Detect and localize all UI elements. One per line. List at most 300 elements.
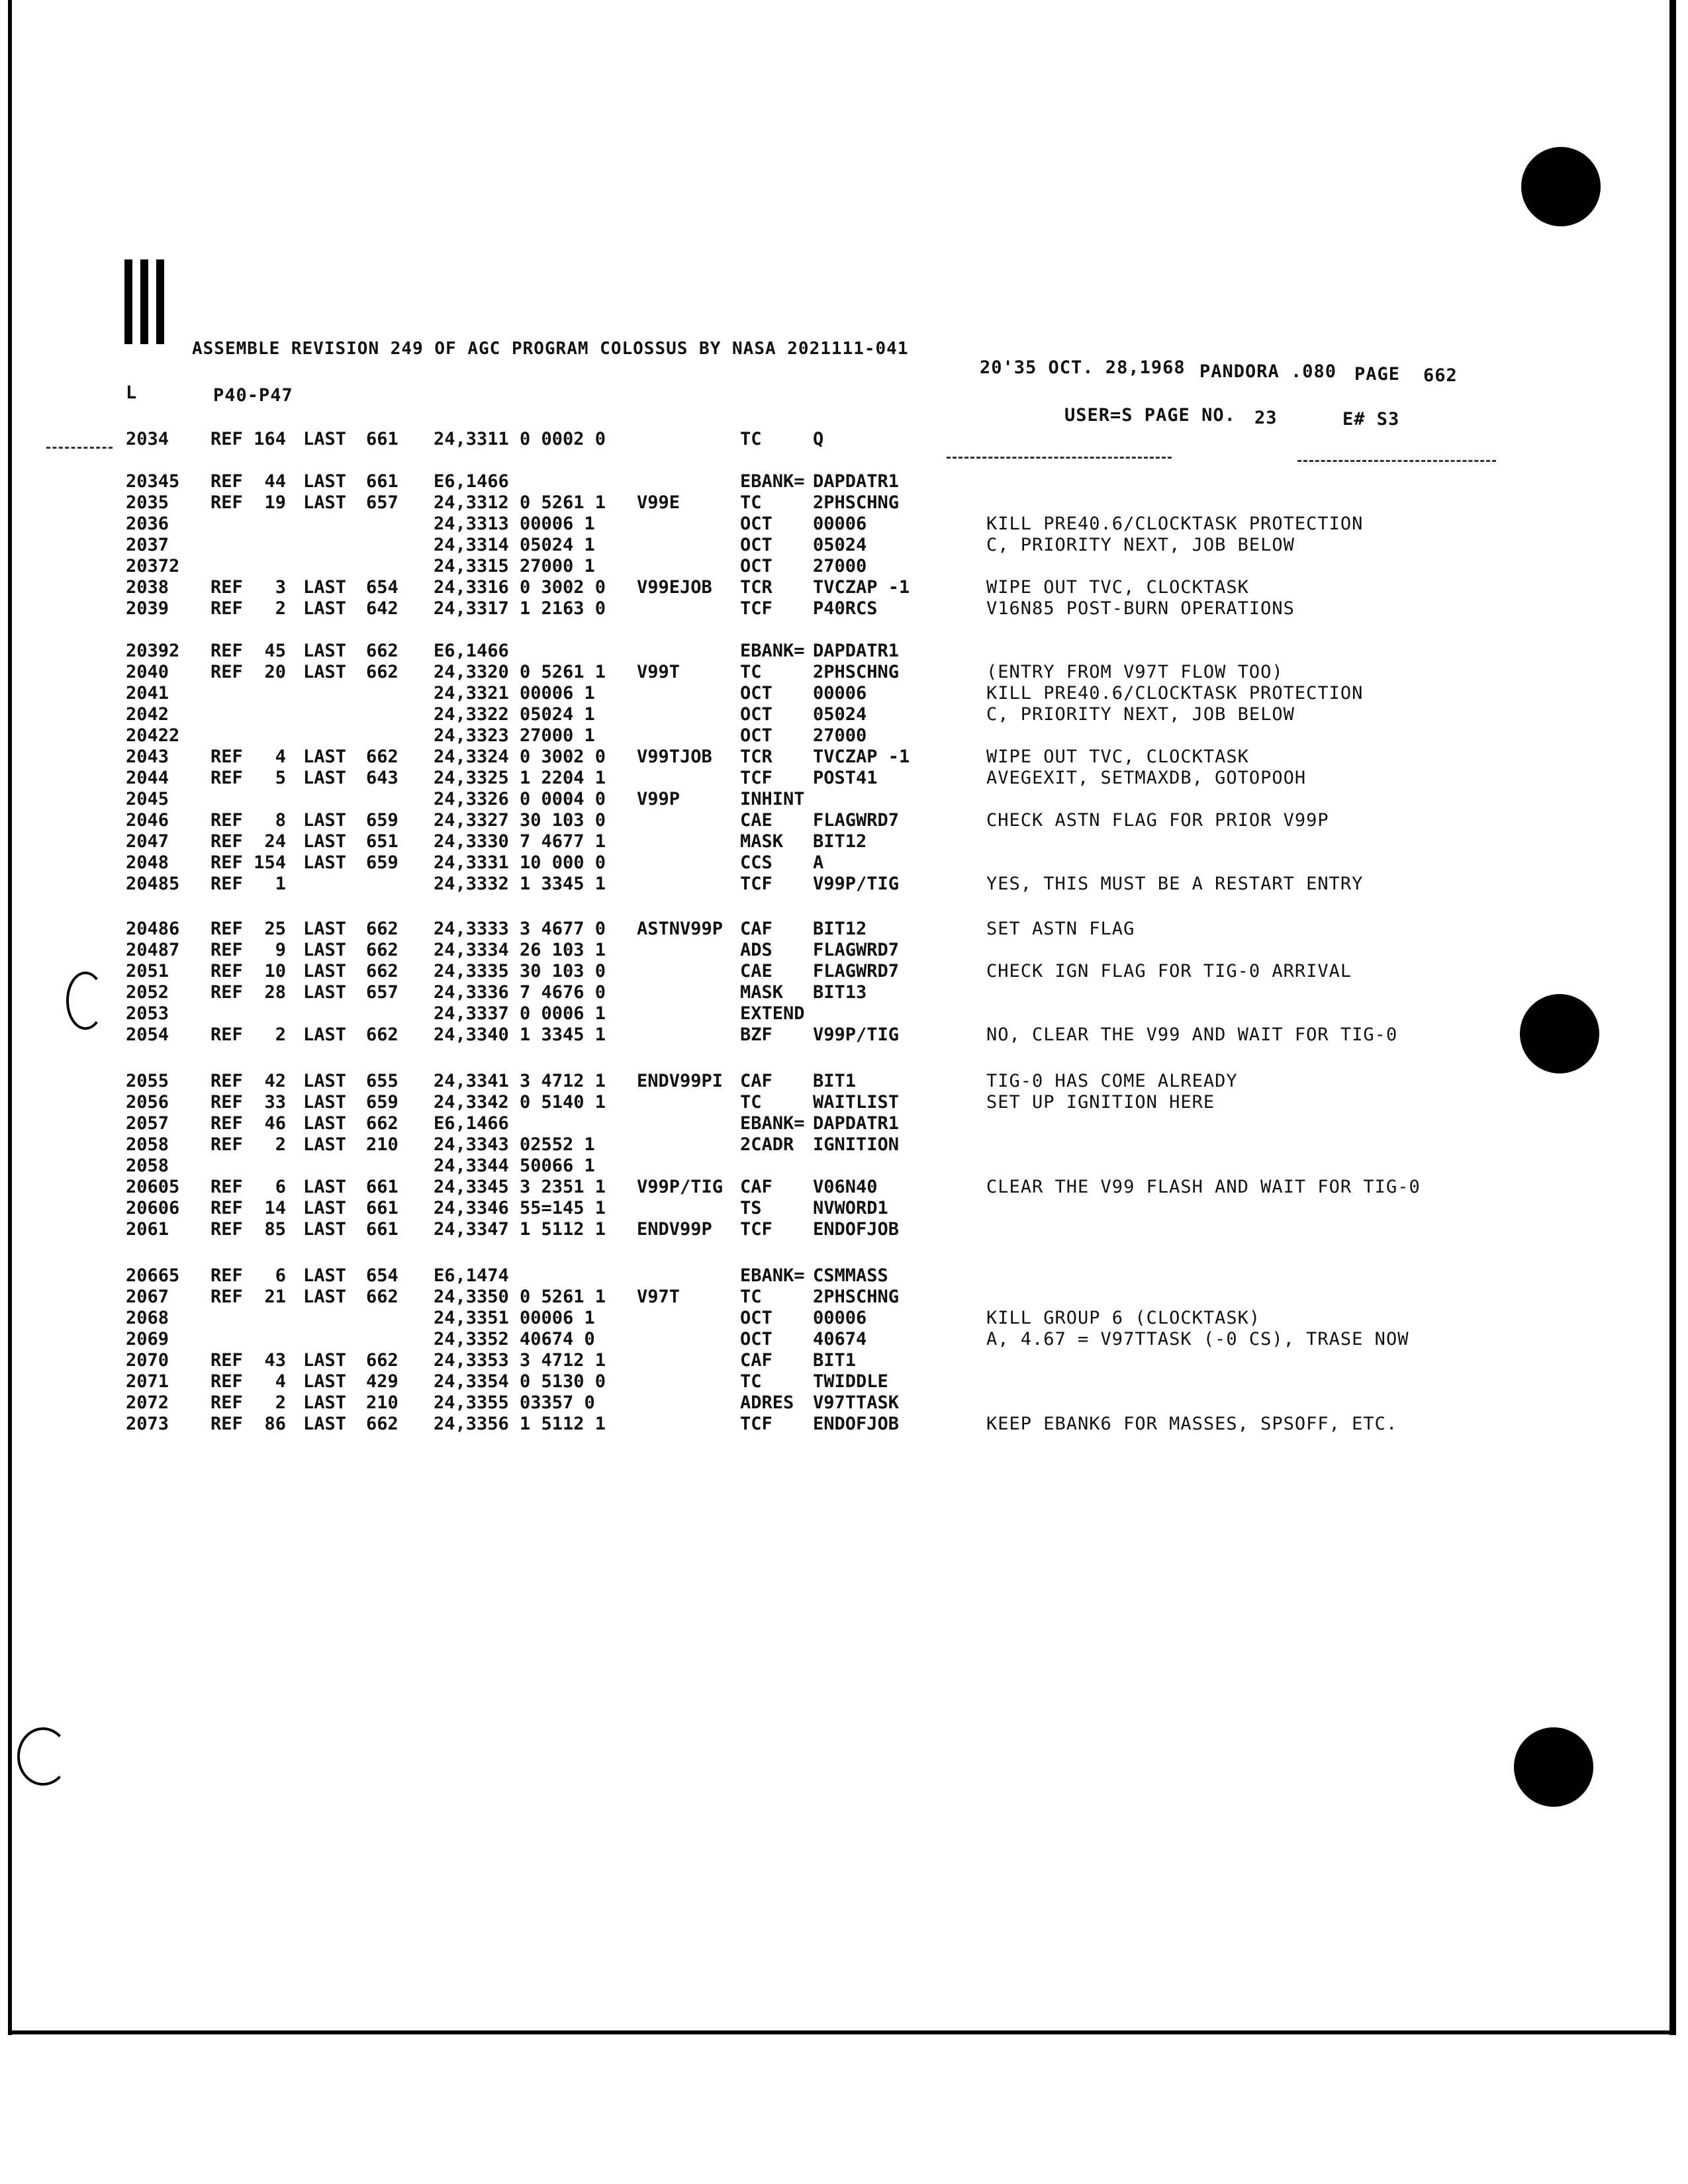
opcode: INHINT — [740, 789, 805, 809]
comment: KILL PRE40.6/CLOCKTASK PROTECTION — [986, 514, 1364, 534]
octal-word: 27000 1 — [520, 725, 595, 746]
ref-keyword: REF — [211, 961, 243, 981]
address: 24,3315 — [434, 556, 509, 576]
last-keyword: LAST — [303, 1177, 347, 1197]
ref-count: 14 — [264, 1198, 286, 1218]
octal-word: 03357 0 — [520, 1392, 595, 1413]
opcode: TCR — [740, 747, 773, 767]
listing-row — [0, 1177, 1688, 1198]
ref-count: 25 — [264, 919, 286, 939]
listing-row — [0, 662, 1688, 683]
address: 24,3355 — [434, 1392, 509, 1413]
opcode: CAF — [740, 919, 773, 939]
operand: 27000 — [813, 556, 867, 576]
operand: BIT1 — [813, 1350, 857, 1371]
last-page: 654 — [366, 577, 399, 598]
ref-count: 4 — [275, 1371, 286, 1392]
line-number: 2046 — [126, 810, 169, 831]
address: 24,3351 — [434, 1308, 509, 1328]
address: 24,3332 — [434, 874, 509, 894]
comment: WIPE OUT TVC, CLOCKTASK — [986, 577, 1249, 598]
address: 24,3323 — [434, 725, 509, 746]
address: 24,3326 — [434, 789, 509, 809]
line-number: 2070 — [126, 1350, 169, 1371]
address: 24,3331 — [434, 852, 509, 873]
octal-word: 05024 1 — [520, 704, 595, 725]
octal-word: 00006 1 — [520, 514, 595, 534]
line-number: 2035 — [126, 492, 169, 513]
ref-count: 6 — [275, 1265, 286, 1286]
last-page: 661 — [366, 1198, 399, 1218]
ref-count: 3 — [275, 577, 286, 598]
octal-word: 0 5140 1 — [520, 1092, 606, 1113]
listing-row — [0, 1350, 1688, 1371]
label: V99P/TIG — [637, 1177, 724, 1197]
ref-keyword: REF — [211, 1371, 243, 1392]
opcode: TCF — [740, 1219, 773, 1240]
listing-row — [0, 1308, 1688, 1329]
ref-keyword: REF — [211, 810, 243, 831]
opcode: OCT — [740, 683, 773, 704]
ref-count: 19 — [264, 492, 286, 513]
address: E6,1466 — [434, 641, 509, 661]
listing-row — [0, 852, 1688, 874]
last-keyword: LAST — [303, 1350, 347, 1371]
address: 24,3342 — [434, 1092, 509, 1113]
line-number: 2073 — [126, 1414, 169, 1434]
operand: BIT1 — [813, 1071, 857, 1091]
address: 24,3356 — [434, 1414, 509, 1434]
address: 24,3343 — [434, 1134, 509, 1155]
opcode: TC — [740, 662, 762, 682]
ref-keyword: REF — [211, 1198, 243, 1218]
operand: DAPDATR1 — [813, 471, 900, 492]
last-page: 661 — [366, 1219, 399, 1240]
address: 24,3312 — [434, 492, 509, 513]
ref-count: 44 — [264, 471, 286, 492]
line-number: 20487 — [126, 940, 180, 960]
listing-row — [0, 810, 1688, 831]
last-page: 643 — [366, 768, 399, 788]
last-keyword: LAST — [303, 577, 347, 598]
last-page: 655 — [366, 1071, 399, 1091]
operand: FLAGWRD7 — [813, 810, 900, 831]
ref-keyword: REF — [211, 662, 243, 682]
ref-count: 45 — [264, 641, 286, 661]
last-keyword: LAST — [303, 429, 347, 449]
listing-row — [0, 1024, 1688, 1046]
comment: CHECK IGN FLAG FOR TIG-0 ARRIVAL — [986, 961, 1352, 981]
listing-row — [0, 471, 1688, 492]
operand: POST41 — [813, 768, 878, 788]
last-page: 661 — [366, 471, 399, 492]
opcode: EXTEND — [740, 1003, 805, 1024]
operand: CSMMASS — [813, 1265, 888, 1286]
left-marker: L — [126, 383, 138, 403]
dashed-rule — [1297, 460, 1496, 462]
operand: FLAGWRD7 — [813, 940, 900, 960]
page-label: PAGE — [1354, 364, 1401, 385]
address: 24,3340 — [434, 1024, 509, 1045]
opcode: ADRES — [740, 1392, 794, 1413]
octal-word: 40674 0 — [520, 1329, 595, 1349]
opcode: OCT — [740, 535, 773, 555]
punch-hole-bottom — [1514, 1727, 1593, 1807]
ref-keyword: REF — [211, 1024, 243, 1045]
octal-word: 0 3002 0 — [520, 577, 606, 598]
line-number: 20345 — [126, 471, 180, 492]
opcode: EBANK= — [740, 641, 805, 661]
label: V99P — [637, 789, 680, 809]
operand: ENDOFJOB — [813, 1219, 900, 1240]
listing-row — [0, 1071, 1688, 1092]
line-number: 2037 — [126, 535, 169, 555]
ref-count: 154 — [254, 852, 286, 873]
line-number: 2048 — [126, 852, 169, 873]
opcode: EBANK= — [740, 1113, 805, 1134]
line-number: 2045 — [126, 789, 169, 809]
listing-row — [0, 1219, 1688, 1240]
last-page: 662 — [366, 662, 399, 682]
octal-word: 0 3002 0 — [520, 747, 606, 767]
users-page-label: USER=S PAGE NO. — [1064, 405, 1236, 426]
line-number: 2058 — [126, 1134, 169, 1155]
listing-row — [0, 1113, 1688, 1134]
comment: CLEAR THE V99 FLASH AND WAIT FOR TIG-0 — [986, 1177, 1421, 1197]
ref-keyword: REF — [211, 577, 243, 598]
opcode: MASK — [740, 831, 784, 852]
opcode: CAF — [740, 1071, 773, 1091]
address: 24,3325 — [434, 768, 509, 788]
last-page: 662 — [366, 1287, 399, 1307]
listing-row — [0, 1371, 1688, 1392]
address: 24,3314 — [434, 535, 509, 555]
address: 24,3335 — [434, 961, 509, 981]
ref-count: 20 — [264, 662, 286, 682]
last-keyword: LAST — [303, 1392, 347, 1413]
last-page: 210 — [366, 1392, 399, 1413]
operand: FLAGWRD7 — [813, 961, 900, 981]
printer-mark — [118, 259, 177, 344]
operand: 00006 — [813, 514, 867, 534]
opcode: TCF — [740, 1414, 773, 1434]
address: 24,3353 — [434, 1350, 509, 1371]
ref-count: 24 — [264, 831, 286, 852]
line-number: 2034 — [126, 429, 169, 449]
listing-title: ASSEMBLE REVISION 249 OF AGC PROGRAM COLOSSUS BY NASA 2021111-041 — [192, 339, 909, 359]
octal-word: 55=145 1 — [520, 1198, 606, 1218]
ref-keyword: REF — [211, 1134, 243, 1155]
last-page: 662 — [366, 961, 399, 981]
octal-word: 10 000 0 — [520, 852, 606, 873]
ref-count: 42 — [264, 1071, 286, 1091]
listing-row — [0, 429, 1688, 450]
scan-border-bottom — [8, 2030, 1676, 2034]
octal-word: 0 0002 0 — [520, 429, 606, 449]
ref-keyword: REF — [211, 1092, 243, 1113]
opcode: TC — [740, 1371, 762, 1392]
listing-row — [0, 577, 1688, 598]
operand: IGNITION — [813, 1134, 900, 1155]
last-keyword: LAST — [303, 598, 347, 619]
address: 24,3311 — [434, 429, 509, 449]
line-number: 20486 — [126, 919, 180, 939]
operand: V99P/TIG — [813, 1024, 900, 1045]
listing-row — [0, 1134, 1688, 1156]
comment: (ENTRY FROM V97T FLOW TOO) — [986, 662, 1284, 682]
last-page: 662 — [366, 641, 399, 661]
line-number: 2069 — [126, 1329, 169, 1349]
ref-count: 2 — [275, 1024, 286, 1045]
listing-row — [0, 1287, 1688, 1308]
operand: V99P/TIG — [813, 874, 900, 894]
address: 24,3327 — [434, 810, 509, 831]
operand: 40674 — [813, 1329, 867, 1349]
octal-word: 7 4677 1 — [520, 831, 606, 852]
ref-count: 2 — [275, 598, 286, 619]
ref-keyword: REF — [211, 1177, 243, 1197]
listing-system: PANDORA .080 — [1199, 361, 1337, 382]
last-keyword: LAST — [303, 961, 347, 981]
ref-keyword: REF — [211, 768, 243, 788]
operand: 2PHSCHNG — [813, 662, 900, 682]
listing-row — [0, 747, 1688, 768]
last-keyword: LAST — [303, 492, 347, 513]
listing-row — [0, 535, 1688, 556]
last-keyword: LAST — [303, 1219, 347, 1240]
opcode: TCF — [740, 768, 773, 788]
opcode: TCF — [740, 874, 773, 894]
opcode: OCT — [740, 725, 773, 746]
listing-row — [0, 831, 1688, 852]
line-number: 2041 — [126, 683, 169, 704]
opcode: OCT — [740, 556, 773, 576]
last-keyword: LAST — [303, 1198, 347, 1218]
comment: KILL PRE40.6/CLOCKTASK PROTECTION — [986, 683, 1364, 704]
line-number: 2056 — [126, 1092, 169, 1113]
listing-row — [0, 789, 1688, 810]
last-page: 210 — [366, 1134, 399, 1155]
opcode: CAF — [740, 1177, 773, 1197]
opcode: CCS — [740, 852, 773, 873]
octal-word: 1 5112 1 — [520, 1414, 606, 1434]
ref-keyword: REF — [211, 641, 243, 661]
line-number: 2052 — [126, 982, 169, 1003]
opcode: CAE — [740, 810, 773, 831]
ref-keyword: REF — [211, 747, 243, 767]
last-page: 659 — [366, 852, 399, 873]
ref-count: 43 — [264, 1350, 286, 1371]
line-number: 2053 — [126, 1003, 169, 1024]
address: 24,3320 — [434, 662, 509, 682]
ref-count: 164 — [254, 429, 286, 449]
ref-count: 46 — [264, 1113, 286, 1134]
operand: NVWORD1 — [813, 1198, 888, 1218]
last-keyword: LAST — [303, 768, 347, 788]
listing-row — [0, 982, 1688, 1003]
ref-count: 10 — [264, 961, 286, 981]
octal-word: 0 0004 0 — [520, 789, 606, 809]
address: 24,3346 — [434, 1198, 509, 1218]
line-number: 2061 — [126, 1219, 169, 1240]
ref-keyword: REF — [211, 1265, 243, 1286]
ref-keyword: REF — [211, 1113, 243, 1134]
address: 24,3330 — [434, 831, 509, 852]
listing-row — [0, 1329, 1688, 1350]
ref-keyword: REF — [211, 940, 243, 960]
opcode: TC — [740, 429, 762, 449]
users-page-number: 23 — [1254, 408, 1278, 428]
opcode: TC — [740, 1092, 762, 1113]
listing-row — [0, 492, 1688, 514]
ew-code: E# S3 — [1342, 409, 1400, 430]
listing-row — [0, 1003, 1688, 1024]
line-number: 2047 — [126, 831, 169, 852]
octal-word: 3 2351 1 — [520, 1177, 606, 1197]
ref-count: 86 — [264, 1414, 286, 1434]
operand: 05024 — [813, 535, 867, 555]
line-number: 2042 — [126, 704, 169, 725]
line-number: 2072 — [126, 1392, 169, 1413]
opcode: OCT — [740, 1329, 773, 1349]
octal-word: 27000 1 — [520, 556, 595, 576]
line-number: 20485 — [126, 874, 180, 894]
octal-word: 1 2204 1 — [520, 768, 606, 788]
octal-word: 7 4676 0 — [520, 982, 606, 1003]
listing-row — [0, 961, 1688, 982]
label: ASTNV99P — [637, 919, 724, 939]
opcode: TCR — [740, 577, 773, 598]
opcode: TCF — [740, 598, 773, 619]
ref-count: 1 — [275, 874, 286, 894]
last-page: 662 — [366, 1350, 399, 1371]
octal-word: 30 103 0 — [520, 810, 606, 831]
line-number: 2043 — [126, 747, 169, 767]
label: V97T — [637, 1287, 680, 1307]
last-page: 662 — [366, 1024, 399, 1045]
label: ENDV99P — [637, 1219, 712, 1240]
listing-datetime: 20'35 OCT. 28,1968 — [980, 357, 1186, 378]
last-page: 662 — [366, 919, 399, 939]
address: 24,3321 — [434, 683, 509, 704]
label: V99TJOB — [637, 747, 712, 767]
operand: V06N40 — [813, 1177, 878, 1197]
ref-keyword: REF — [211, 492, 243, 513]
line-number: 2068 — [126, 1308, 169, 1328]
listing-row — [0, 1265, 1688, 1287]
ref-keyword: REF — [211, 429, 243, 449]
operand: V97TTASK — [813, 1392, 900, 1413]
opcode: ADS — [740, 940, 773, 960]
label: V99E — [637, 492, 680, 513]
listing-row — [0, 1198, 1688, 1219]
line-number: 2067 — [126, 1287, 169, 1307]
ref-count: 33 — [264, 1092, 286, 1113]
operand: TVCZAP -1 — [813, 577, 910, 598]
comment: NO, CLEAR THE V99 AND WAIT FOR TIG-0 — [986, 1024, 1398, 1045]
operand: Q — [813, 429, 824, 449]
ref-count: 8 — [275, 810, 286, 831]
operand: TVCZAP -1 — [813, 747, 910, 767]
comment: TIG-0 HAS COME ALREADY — [986, 1071, 1238, 1091]
opcode: CAF — [740, 1350, 773, 1371]
last-keyword: LAST — [303, 831, 347, 852]
opcode: TC — [740, 492, 762, 513]
address: E6,1466 — [434, 1113, 509, 1134]
operand: 27000 — [813, 725, 867, 746]
comment: KEEP EBANK6 FOR MASSES, SPSOFF, ETC. — [986, 1414, 1398, 1434]
address: 24,3347 — [434, 1219, 509, 1240]
listing-row — [0, 514, 1688, 535]
ref-count: 5 — [275, 768, 286, 788]
octal-word: 0 5261 1 — [520, 662, 606, 682]
last-page: 662 — [366, 747, 399, 767]
listing-row — [0, 1414, 1688, 1435]
last-keyword: LAST — [303, 919, 347, 939]
last-keyword: LAST — [303, 471, 347, 492]
last-keyword: LAST — [303, 747, 347, 767]
last-keyword: LAST — [303, 810, 347, 831]
punch-hole-top — [1521, 147, 1601, 226]
line-number: 20606 — [126, 1198, 180, 1218]
address: 24,3350 — [434, 1287, 509, 1307]
page-number: 662 — [1423, 365, 1458, 386]
address: 24,3344 — [434, 1156, 509, 1176]
last-keyword: LAST — [303, 1414, 347, 1434]
opcode: MASK — [740, 982, 784, 1003]
comment: AVEGEXIT, SETMAXDB, GOTOPOOH — [986, 768, 1307, 788]
operand: ENDOFJOB — [813, 1414, 900, 1434]
address: 24,3316 — [434, 577, 509, 598]
operand: WAITLIST — [813, 1092, 900, 1113]
octal-word: 0 5130 0 — [520, 1371, 606, 1392]
operand: 00006 — [813, 1308, 867, 1328]
ref-keyword: REF — [211, 1350, 243, 1371]
last-keyword: LAST — [303, 1287, 347, 1307]
opcode: TC — [740, 1287, 762, 1307]
listing-row — [0, 1156, 1688, 1177]
listing-row — [0, 725, 1688, 747]
operand: 2PHSCHNG — [813, 492, 900, 513]
address: 24,3336 — [434, 982, 509, 1003]
line-number: 2051 — [126, 961, 169, 981]
octal-word: 00006 1 — [520, 1308, 595, 1328]
opcode: 2CADR — [740, 1134, 794, 1155]
ref-count: 85 — [264, 1219, 286, 1240]
operand: 05024 — [813, 704, 867, 725]
line-number: 2057 — [126, 1113, 169, 1134]
octal-word: 0 5261 1 — [520, 1287, 606, 1307]
last-page: 659 — [366, 1092, 399, 1113]
comment: SET UP IGNITION HERE — [986, 1092, 1215, 1113]
label: V99T — [637, 662, 680, 682]
opcode: CAE — [740, 961, 773, 981]
ref-count: 21 — [264, 1287, 286, 1307]
last-keyword: LAST — [303, 1265, 347, 1286]
opcode: TS — [740, 1198, 762, 1218]
last-keyword: LAST — [303, 940, 347, 960]
address: 24,3345 — [434, 1177, 509, 1197]
ref-keyword: REF — [211, 1071, 243, 1091]
ref-count: 4 — [275, 747, 286, 767]
opcode: EBANK= — [740, 1265, 805, 1286]
listing-row — [0, 940, 1688, 961]
last-page: 657 — [366, 982, 399, 1003]
listing-row — [0, 768, 1688, 789]
comment: SET ASTN FLAG — [986, 919, 1135, 939]
operand: A — [813, 852, 824, 873]
last-keyword: LAST — [303, 852, 347, 873]
